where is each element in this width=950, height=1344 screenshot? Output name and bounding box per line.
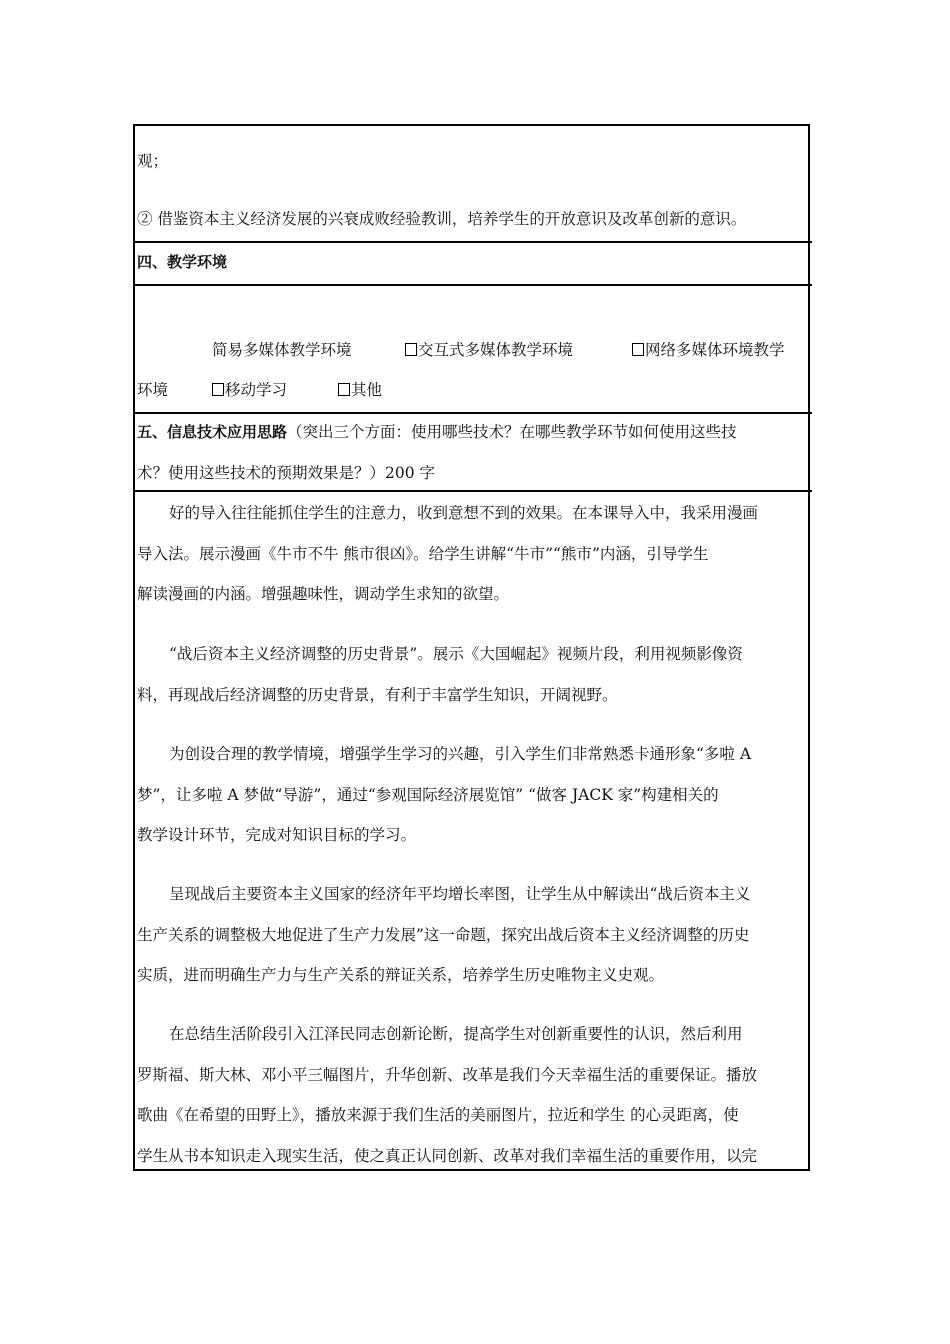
row-divider	[133, 490, 812, 492]
paragraph-line: 教学设计环节，完成对知识目标的学习。	[137, 826, 417, 844]
row-divider	[133, 284, 812, 286]
option-interactive-multimedia[interactable]	[405, 340, 573, 360]
option-label: 简易多媒体教学环境	[212, 341, 352, 359]
paragraph-line: 料，再现战后经济调整的历史背景，有利于丰富学生知识，开阔视野。	[137, 686, 618, 704]
objective-line-1: 观；	[137, 152, 169, 170]
objective-line-2: ② 借鉴资本主义经济发展的兴衰成败经验教训，培养学生的开放意识及改革创新的意识。	[137, 210, 747, 228]
paragraph-line: “战后资本主义经济调整的历史背景”。展示《大国崛起》视频片段，利用视频影像资	[169, 645, 743, 663]
paragraph-line: 好的导入往往能抓住学生的注意力，收到意想不到的效果。在本课导入中，我采用漫画	[169, 504, 759, 522]
paragraph-line: 罗斯福、斯大林、邓小平三幅图片，升华创新、改革是我们今天幸福生活的重要保证。播放	[137, 1066, 758, 1084]
option-simple-multimedia[interactable]	[212, 340, 352, 360]
row-divider	[133, 412, 812, 414]
section-heading-it-application	[137, 422, 737, 442]
paragraph-line: 生产关系的调整极大地促进了生产力发展”这一命题，探究出战后资本主义经济调整的历史	[137, 926, 750, 944]
section-heading-note: （突出三个方面：使用哪些技术？在哪些教学环节如何使用这些技	[287, 423, 737, 441]
paragraph-line: 呈现战后主要资本主义国家的经济年平均增长率图，让学生从中解读出“战后资本主义	[169, 885, 751, 903]
row-divider	[133, 241, 812, 243]
option-network-multimedia-cont: 环境	[137, 381, 169, 399]
paragraph-line: 实质，进而明确生产力与生产关系的辩证关系，培养学生历史唯物主义史观。	[137, 966, 665, 984]
section-heading-note-cont: 术？使用这些技术的预期效果是？）200 字	[137, 464, 436, 482]
section-heading-environment: 四、教学环境	[137, 253, 228, 271]
checkbox-icon[interactable]	[338, 383, 350, 396]
paragraph-line: 歌曲《在希望的田野上》，播放来源于我们生活的美丽图片，拉近和学生 的心灵距离，使	[137, 1106, 739, 1124]
section-heading-title: 五、信息技术应用思路	[137, 423, 288, 441]
paragraph-line: 在总结生活阶段引入江泽民同志创新论断，提高学生对创新重要性的认识，然后利用	[169, 1025, 743, 1043]
option-label: 移动学习	[225, 381, 288, 399]
checkbox-icon[interactable]	[632, 343, 644, 356]
paragraph-line: 解读漫画的内涵。增强趣味性，调动学生求知的欲望。	[137, 585, 510, 603]
checkbox-icon[interactable]	[212, 383, 224, 396]
paragraph-line: 为创设合理的教学情境，增强学生学习的兴趣，引入学生们非常熟悉卡通形象“多啦 A	[169, 745, 752, 763]
paragraph-line: 梦”，让多啦 A 梦做“导游”，通过“参观国际经济展览馆” “做客 JACK 家”构建相关的	[137, 786, 719, 804]
paragraph-line: 导入法。展示漫画《牛市不牛 熊市很凶》。给学生讲解“牛市”“熊市”内涵，引导学生	[137, 545, 709, 563]
option-label: 其他	[351, 381, 383, 399]
option-label: 网络多媒体环境教学	[645, 341, 785, 359]
paragraph-line: 学生从书本知识走入现实生活，使之真正认同创新、改革对我们幸福生活的重要作用，以完	[137, 1147, 758, 1165]
option-other[interactable]	[338, 380, 382, 400]
option-label: 交互式多媒体教学环境	[418, 341, 574, 359]
option-network-multimedia[interactable]	[632, 340, 785, 360]
option-mobile-learning[interactable]	[212, 380, 287, 400]
checkbox-icon[interactable]	[405, 343, 417, 356]
